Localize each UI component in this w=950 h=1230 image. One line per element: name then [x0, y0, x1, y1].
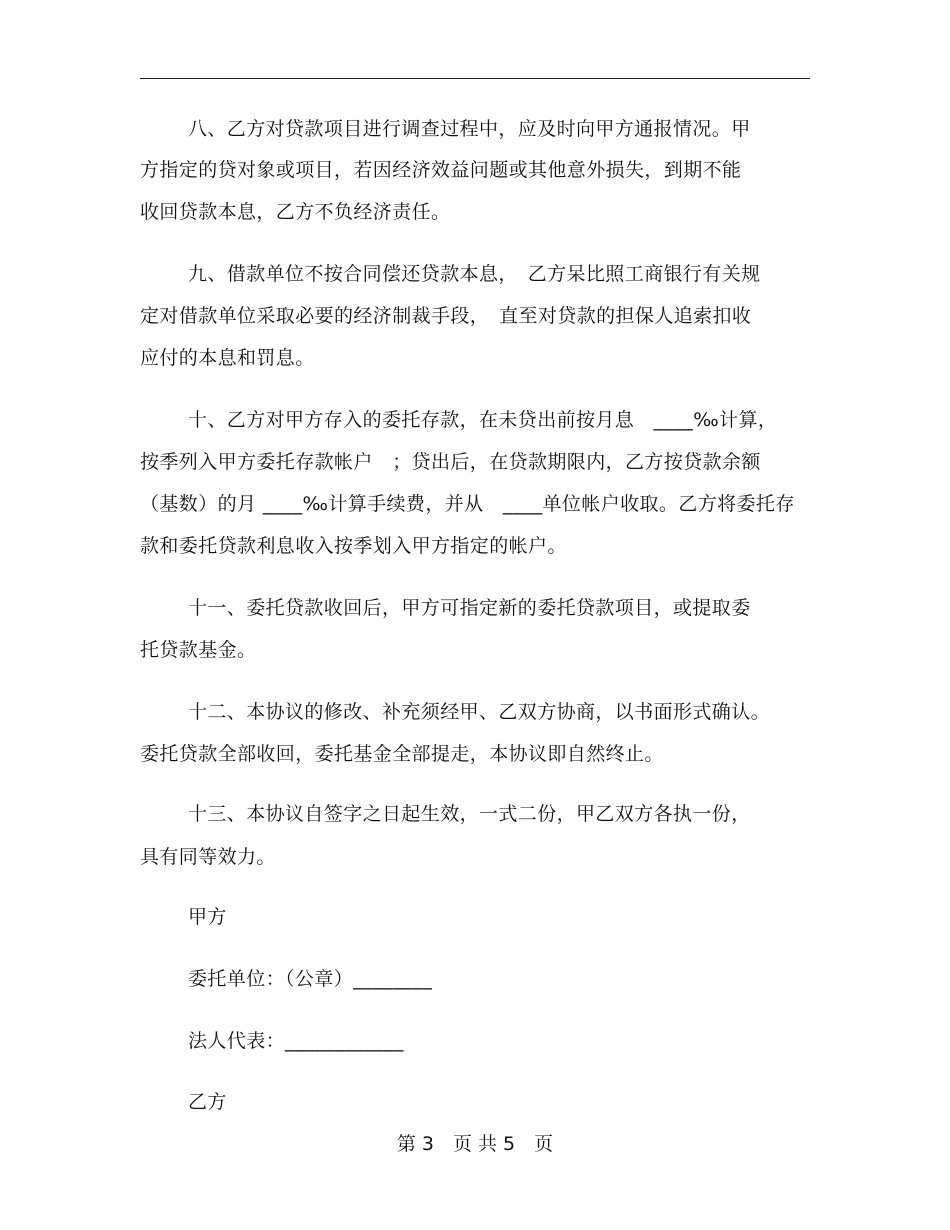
clause-11-line-2: 托贷款基金。 [140, 639, 257, 661]
clause-9-line-1: 九、借款单位不按合同偿还贷款本息， 乙方呆比照工商银行有关规 [188, 263, 761, 285]
clause-12-line-1: 十二、本协议的修改、补充须经甲、乙双方协商，以书面形式确认。 [188, 701, 771, 723]
clause-10-line-4: 款和委托贷款利息收入按季划入甲方指定的帐户。 [140, 535, 567, 557]
clause-12-line-2: 委托贷款全部收回，委托基金全部提走，本协议即自然终止。 [140, 743, 664, 765]
clause-10-line-1: 十、乙方对甲方存入的委托存款，在未贷出前按月息 ____‰计算， [188, 409, 778, 431]
party-a-heading: 甲方 [188, 906, 227, 928]
party-b-heading: 乙方 [188, 1091, 227, 1113]
page-indicator: 第 3 页 共 5 页 [396, 1133, 554, 1155]
legal-representative-field: 法人代表：____________ [188, 1030, 404, 1052]
clause-13-line-2: 具有同等效力。 [140, 846, 276, 868]
entrusting-unit-field: 委托单位：（公章）________ [188, 968, 433, 990]
clause-13-line-1: 十三、本协议自签字之日起生效，一式二份，甲乙双方各执一份， [188, 803, 751, 825]
clause-8-line-1: 八、乙方对贷款项目进行调查过程中，应及时向甲方通报情况。甲 [188, 118, 751, 140]
clause-10-line-2: 按季列入甲方委托存款帐户 ；贷出后，在贷款期限内，乙方按贷款余额 [140, 451, 761, 473]
clause-11-line-1: 十一、委托贷款收回后，甲方可指定新的委托贷款项目，或提取委 [188, 597, 751, 619]
clause-9-line-2: 定对借款单位采取必要的经济制裁手段， 直至对贷款的担保人追索扣收 [140, 305, 752, 327]
clause-10-line-3: （基数）的月 ____‰计算手续费，并从 ____单位帐户收取。乙方将委托存 [140, 493, 795, 515]
clause-9-line-3: 应付的本息和罚息。 [140, 347, 315, 369]
header-rule [140, 78, 810, 79]
clause-8-line-3: 收回贷款本息，乙方不负经济责任。 [140, 201, 451, 223]
clause-8-line-2: 方指定的贷对象或项目，若因经济效益问题或其他意外损失，到期不能 [140, 159, 742, 181]
